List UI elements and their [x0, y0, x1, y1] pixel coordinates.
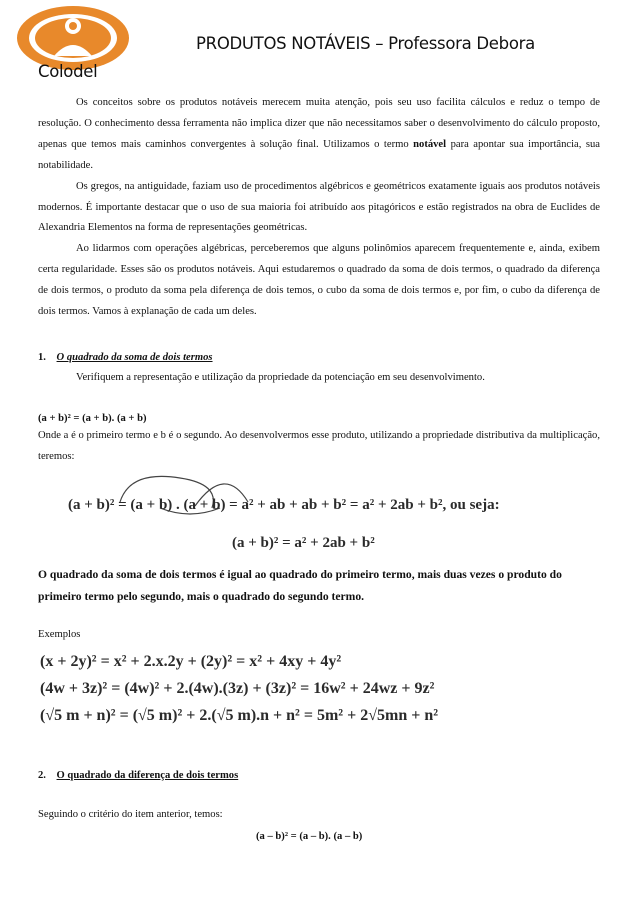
section-1-intro: Verifiquem a representação e utilização da propriedade da potenciação em seu desenvolvimento. — [76, 372, 485, 383]
example-2: (4w + 3z)² = (4w)² + 2.(4w).(3z) + (3z)² = 16w² + 24wz + 9z² — [40, 680, 435, 697]
example-2-result: 16w² + 24wz + 9z² — [313, 680, 435, 697]
section-1-summary: (a + b)² = a² + 2ab + b² — [232, 535, 375, 551]
section-2-formula: (a – b)² = (a – b). (a – b) — [256, 831, 363, 842]
page-title-continuation: Colodel — [38, 62, 98, 81]
example-3: (√5 m + n)² = (√5 m)² + 2.(√5 m).n + n² = 5m² + 2√5mn + n² — [40, 707, 439, 724]
section-2-intro: Seguindo o critério do item anterior, temos: — [38, 809, 223, 820]
section-2-heading: 2. O quadrado da diferença de dois termos — [38, 770, 239, 781]
example-1-result: x² + 4xy + 4y² — [249, 653, 342, 670]
section-1-expansion: (a + b)² = (a + b) . (a + b) = a² + ab + ab + b² = a² + 2ab + b², ou seja: — [68, 497, 500, 513]
section-1-heading: 1. O quadrado da soma de dois termos — [38, 352, 213, 363]
section-1-explanation: Onde a é o primeiro termo e b é o segundo. Ao desenvolvermos esse produto, utilizando a propriedade distributiva da multiplicação, teremos: — [38, 430, 600, 462]
notavel-emphasis: notável — [413, 138, 447, 150]
intro-text — [38, 93, 600, 323]
example-1: (x + 2y)² = x² + 2.x.2y + (2y)² = x² + 4xy + 4y² — [40, 653, 342, 670]
intro-paragraph-2: Os gregos, na antiguidade, faziam uso de procedimentos algébricos e geométricos exatamente iguais aos produtos notáveis modernos. É importante destacar que o uso de sua maioria foi atribuído aos pitagóricos e estão registrados na obra de Euclides de Alexandria Elementos na forma de representações geométricas. — [38, 180, 600, 234]
examples-label: Exemplos — [38, 629, 81, 640]
expansion-result: a² + 2ab + b² — [362, 497, 443, 513]
intro-paragraph-1: Os conceitos sobre os produtos notáveis merecem muita atenção, pois seu uso facilita cálculos e reduz o tempo de resolução. O conhecimento dessa ferramenta não implica dizer que não necessitamos saber o desenvolvimento do cálculo proposto, apenas que temos mais caminhos convergentes à solução final. Utilizamos o termo notável para apontar sua importância, sua notabilidade. — [38, 97, 600, 171]
section-1-formula: (a + b)² = (a + b). (a + b) — [38, 413, 147, 424]
example-3-result: 5m² + 2√5mn + n² — [316, 707, 439, 724]
section-1-statement: O quadrado da soma de dois termos é igual ao quadrado do primeiro termo, mais duas vezes o produto do primeiro termo pelo segundo, mais o quadrado do segundo termo. — [38, 568, 562, 603]
page-title: PRODUTOS NOTÁVEIS – Professora Debora — [196, 34, 535, 53]
intro-paragraph-3: Ao lidarmos com operações algébricas, perceberemos que alguns polinômios aparecem frequentemente e, ainda, exibem certa regularidade. Esses são os produtos notáveis. Aqui estudaremos o quadrado da soma de dois termos, o quadrado da diferença de dois termos, o produto da soma pela diferença de dois temos, o cubo da soma de dois termos e, por fim, o cubo da diferença de dois termos. Vamos à explanação de cada um deles. — [38, 243, 600, 318]
